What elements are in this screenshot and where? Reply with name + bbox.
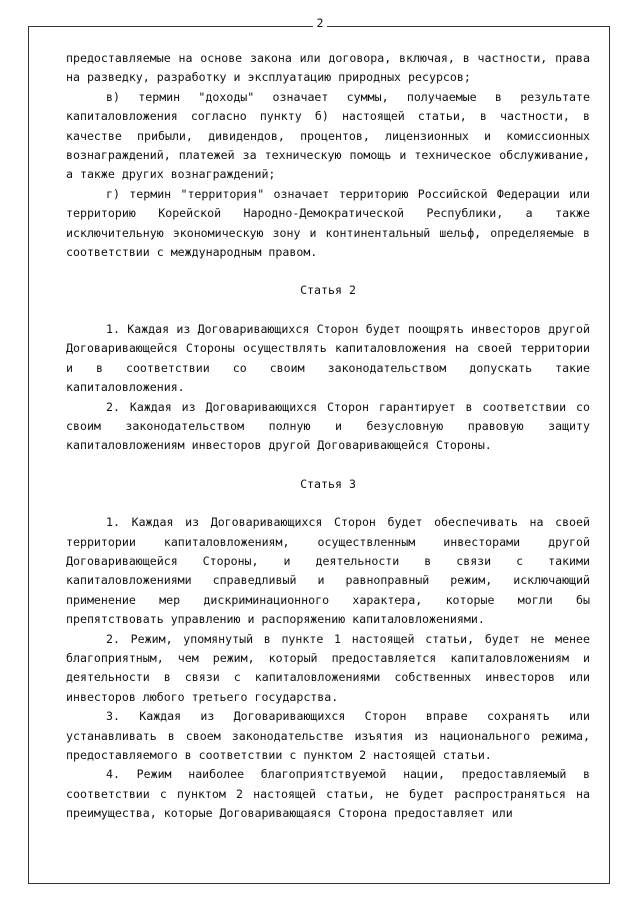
article-2-heading: Статья 2 <box>300 283 356 298</box>
intro-paragraph-continuation: предоставляемые на основе закона или договора, включая, в частности, права на разведку, разработку и эксплуатацию природных ресурсов; <box>66 51 590 85</box>
definition-territory-paragraph: г) термин "территория" означает территорию Российской Федерации или территорию Корейской Народно-Демократической Республики, а также исключительную экономическую зону и континентальный шельф, определяемые в соответствии с международным правом. <box>66 186 590 260</box>
page-number-text: 2 <box>313 16 328 30</box>
definition-income-paragraph: в) термин "доходы" означает суммы, получаемые в результате капиталовложения согласно пункту б) настоящей статьи, в частности, в качестве прибыли, дивидендов, процентов, лицензионных и комиссионных вознаграждений, платежей за техническую помощь и техническое обслуживание, а также других вознаграждений; <box>66 89 590 182</box>
article-3-paragraph-4: 4. Режим наиболее благоприятствуемой нации, предоставляемый в соответствии с пунктом 2 настоящей статьи, не будет распространяться на преимущества, которые Договаривающаяся Сторона предоставляет или <box>66 767 590 821</box>
article-3-paragraph-1: 1. Каждая из Договаривающихся Сторон будет обеспечивать на своей территории капиталовложениям, осуществленным инвесторами другой Договаривающейся Стороны, и деятельности в связи с такими капиталовложениями справедливый и равноправный режим, исключающий применение мер дискриминационного характера, которые могли бы препятствовать управлению и распоряжению капиталовложениями. <box>66 515 590 627</box>
article-3-paragraph-3: 3. Каждая из Договаривающихся Сторон вправе сохранять или устанавливать в своем законодательстве изъятия из национального режима, предоставляемого в соответствии с пунктом 2 настоящей статьи. <box>66 709 590 762</box>
document-body <box>66 49 590 824</box>
article-3-paragraph-2: 2. Режим, упомянутый в пункте 1 настоящей статьи, будет не менее благоприятным, чем режим, который предоставляется капиталовложениям и деятельности в связи с капиталовложениями собственных инвесторов или инвесторов любого третьего государства. <box>66 631 590 704</box>
article-3-heading: Статья 3 <box>300 476 356 491</box>
article-2-paragraph-2: 2. Каждая из Договаривающихся Сторон гарантирует в соответствии со своим законодательством полную и безусловную правовую защиту капиталовложениям инвесторов другой Договаривающейся Стороны. <box>66 399 590 453</box>
page-number <box>0 16 640 30</box>
article-2-paragraph-1: 1. Каждая из Договаривающихся Сторон будет поощрять инвесторов другой Договаривающейся Стороны осуществлять капиталовложения на своей территории и в соответствии со своим законодательством допускать такие капиталовложения. <box>66 321 590 395</box>
